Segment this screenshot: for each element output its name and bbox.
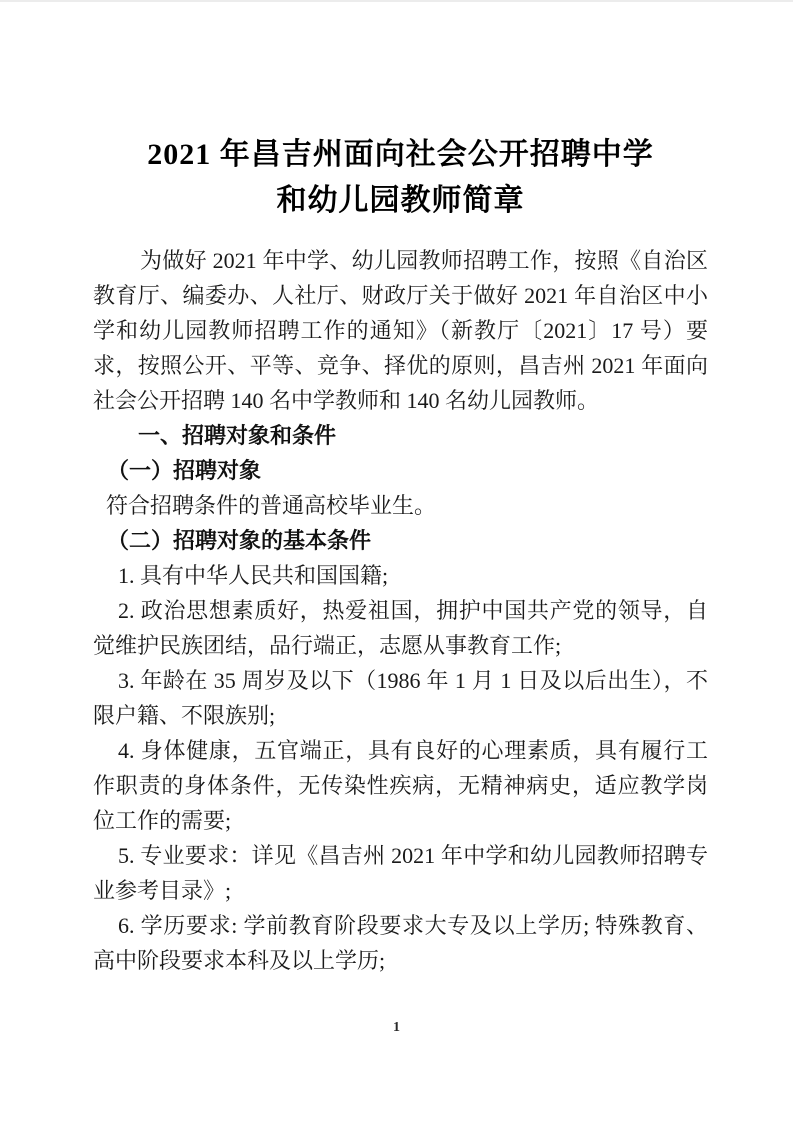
list-item-2-political-quality: 2. 政治思想素质好，热爱祖国，拥护中国共产党的领导，自觉维护民族团结，品行端正，志愿从事教育工作; <box>93 598 708 658</box>
intro-paragraph: 为做好 2021 年中学、幼儿园教师招聘工作，按照《自治区教育厅、编委办、人社厅、财政厅关于做好 2021 年自治区中小学和幼儿园教师招聘工作的通知》（新教厅〔2021〕17 号）要求，按照公开、平等、竞争、择优的原则，昌吉州 2021 年面向社会公开招聘 140 名中学教师和 140 名幼儿园教师。 <box>93 248 708 413</box>
page-number: 1 <box>393 1020 400 1035</box>
document-body <box>93 243 708 978</box>
sub-heading-basic-conditions: （二）招聘对象的基本条件 <box>107 528 372 553</box>
paragraph-eligible-graduates: 符合招聘条件的普通高校毕业生。 <box>106 493 437 518</box>
document-title <box>93 132 708 224</box>
list-item-4-health: 4. 身体健康，五官端正，具有良好的心理素质，具有履行工作职责的身体条件，无传染性疾病，无精神病史，适应教学岗位工作的需要; <box>93 738 708 833</box>
document-title-line-1: 2021 年昌吉州面向社会公开招聘中学 <box>147 138 654 171</box>
list-item-3-age-limit: 3. 年龄在 35 周岁及以下（1986 年 1 月 1 日及以后出生），不限户籍、不限族别; <box>93 668 708 728</box>
list-item-1-nationality: 1. 具有中华人民共和国国籍; <box>118 563 389 588</box>
section-heading-recruitment-targets-and-conditions: 一、招聘对象和条件 <box>138 423 337 448</box>
sub-heading-recruitment-targets: （一）招聘对象 <box>107 458 262 483</box>
list-item-6-education-requirement: 6. 学历要求: 学前教育阶段要求大专及以上学历; 特殊教育、高中阶段要求本科及以上学历; <box>93 913 708 973</box>
document-title-line-2: 和幼儿园教师简章 <box>276 184 525 217</box>
list-item-5-major-requirement: 5. 专业要求：详见《昌吉州 2021 年中学和幼儿园教师招聘专业参考目录》; <box>93 843 708 903</box>
